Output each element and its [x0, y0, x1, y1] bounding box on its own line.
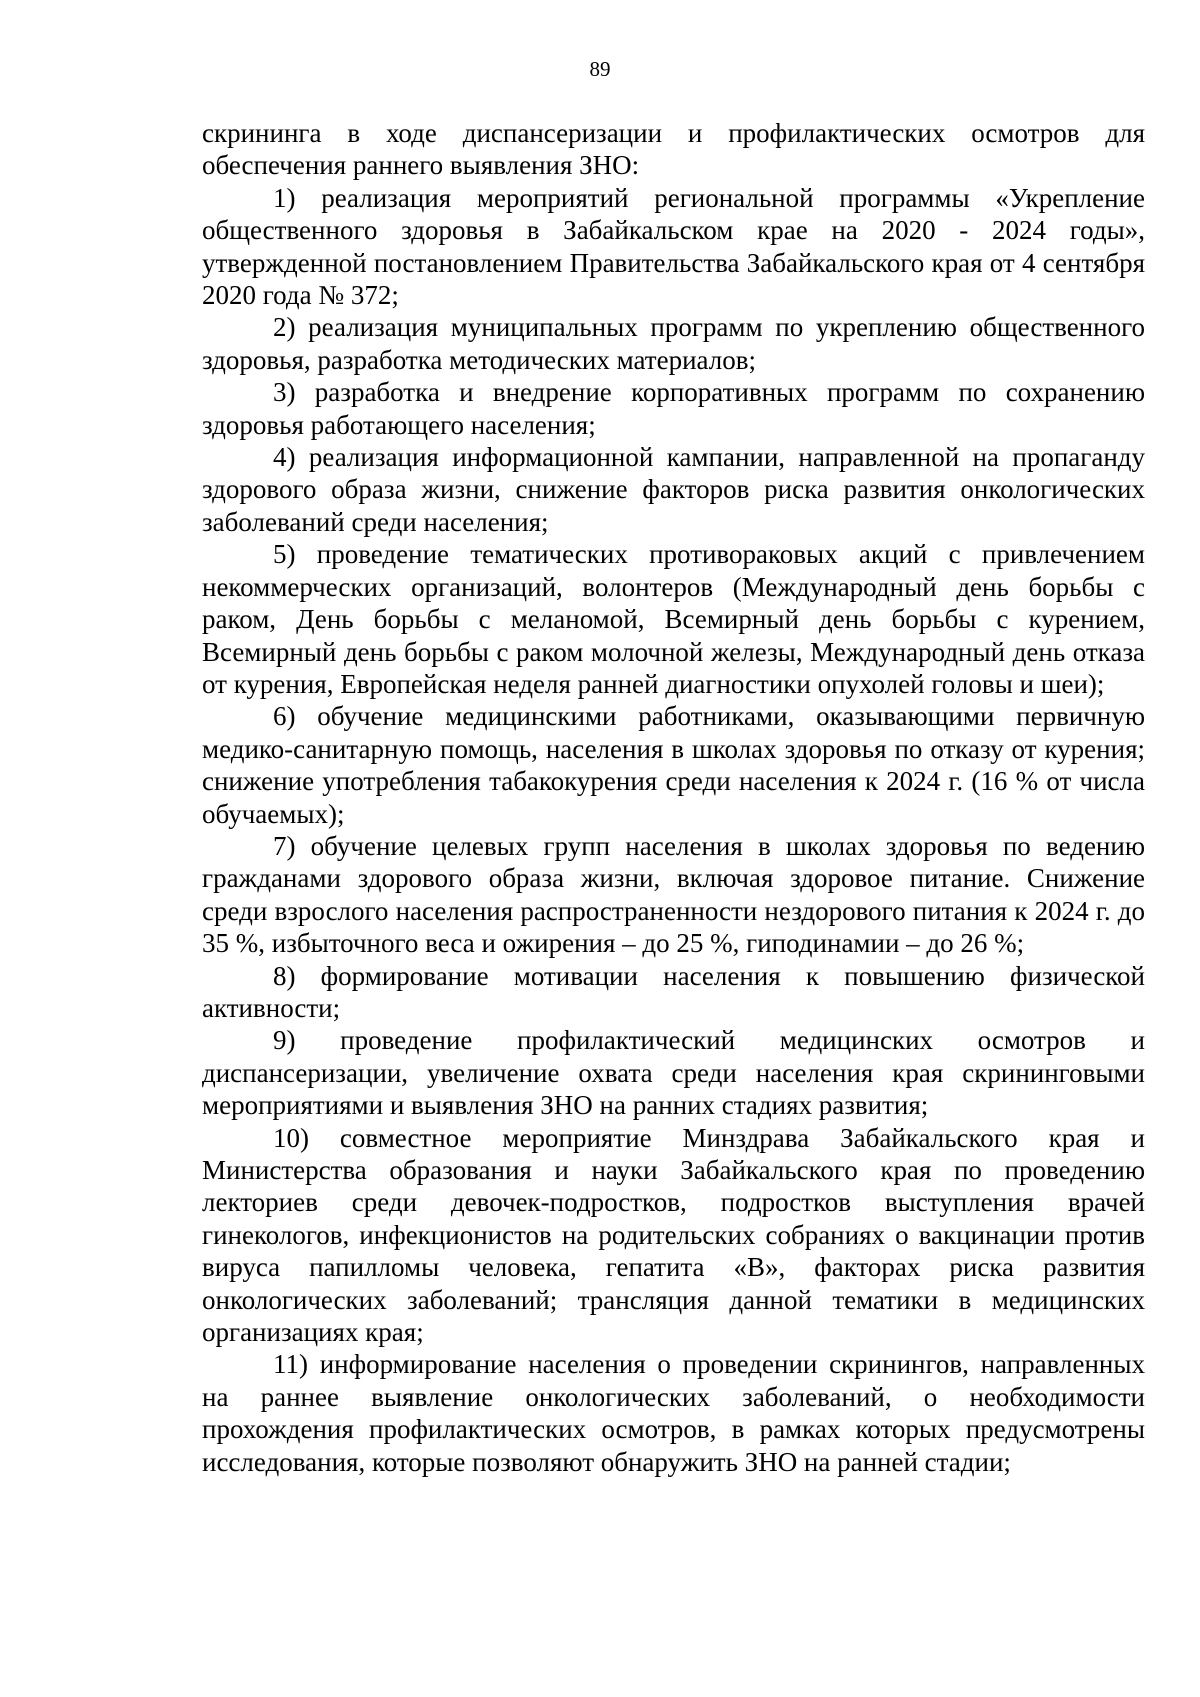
- document-body: [202, 117, 1145, 1478]
- list-item-8: 8) формирование мотивации населения к повышению физической активности;: [202, 960, 1145, 1023]
- page-number: 89: [589, 57, 611, 81]
- list-item-10: 10) совместное мероприятие Минздрава Забайкальского края и Министерства образования и науки Забайкальского края по проведению лекториев среди девочек-подростков, подростков выступления врачей гинекологов, инфекционистов на родительских собраниях о вакцинации против вируса папилломы человека, гепатита «В», факторах риска развития онкологических заболеваний; трансляция данной тематики в медицинских организациях края;: [202, 1122, 1145, 1348]
- list-item-5: 5) проведение тематических противораковых акций с привлечением некоммерческих организаций, волонтеров (Международный день борьбы с раком, День борьбы с меланомой, Всемирный день борьбы с курением, Всемирный день борьбы с раком молочной железы, Международный день отказа от курения, Европейская неделя ранней диагностики опухолей головы и шеи);: [202, 539, 1145, 699]
- list-item-1: 1) реализация мероприятий региональной программы «Укрепление общественного здоровья в Забайкальском крае на 2020 - 2024 годы», утвержденной постановлением Правительства Забайкальского края от 4 сентября 2020 года № 372;: [202, 182, 1145, 311]
- list-item-11: 11) информирование населения о проведении скринингов, направленных на раннее выявление онкологических заболеваний, о необходимости прохождения профилактических осмотров, в рамках которых предусмотрены исследования, которые позволяют обнаружить ЗНО на ранней стадии;: [202, 1349, 1145, 1477]
- list-item-6: 6) обучение медицинскими работниками, оказывающими первичную медико-санитарную помощь, населения в школах здоровья по отказу от курения; снижение употребления табакокурения среди населения к 2024 г. (16 % от числа обучаемых);: [202, 701, 1145, 829]
- list-item-3: 3) разработка и внедрение корпоративных программ по сохранению здоровья работающего населения;: [202, 377, 1145, 440]
- list-item-7: 7) обучение целевых групп населения в школах здоровья по ведению гражданами здорового образа жизни, включая здоровое питание. Снижение среди взрослого населения распространенности нездорового питания к 2024 г. до 35 %, избыточного веса и ожирения – до 25 %, гиподинамии – до 26 %;: [202, 830, 1145, 959]
- list-item-9: 9) проведение профилактический медицинских осмотров и диспансеризации, увеличение охвата среди населения края скрининговыми мероприятиями и выявления ЗНО на ранних стадиях развития;: [202, 1025, 1145, 1121]
- paragraph-continuation: скрининга в ходе диспансеризации и профилактических осмотров для обеспечения раннего выявления ЗНО:: [202, 118, 1145, 181]
- list-item-2: 2) реализация муниципальных программ по укреплению общественного здоровья, разработка методических материалов;: [202, 312, 1145, 375]
- list-item-4: 4) реализация информационной кампании, направленной на пропаганду здорового образа жизни, снижение факторов риска развития онкологических заболеваний среди населения;: [202, 442, 1145, 537]
